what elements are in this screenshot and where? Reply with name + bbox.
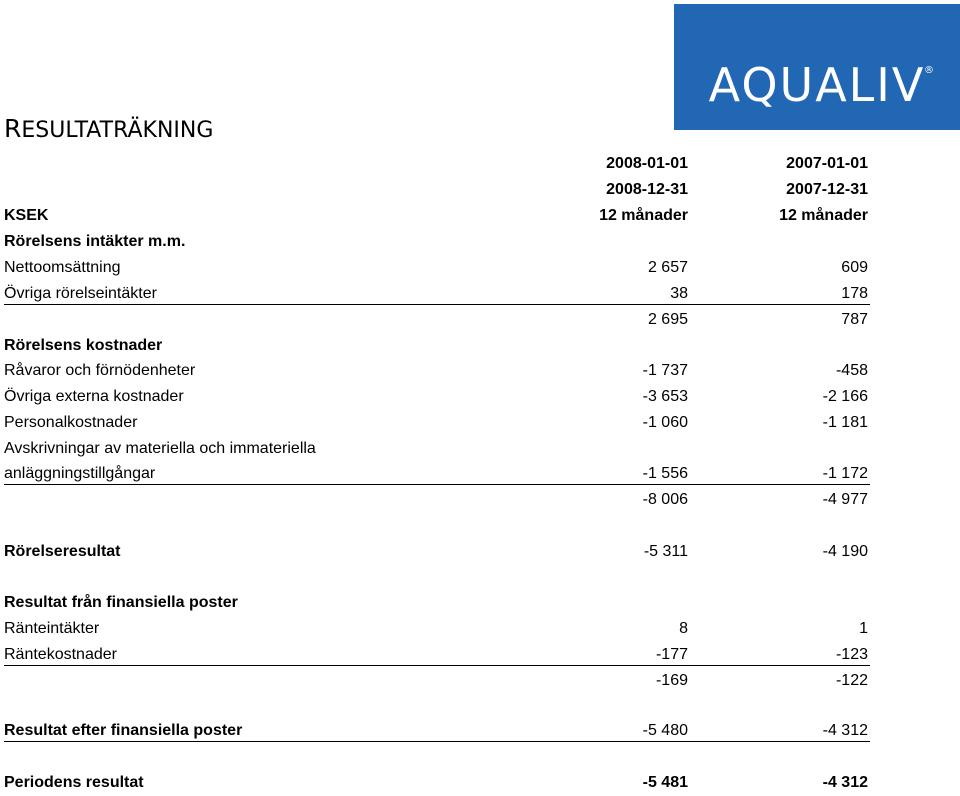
section-costs-heading: Rörelsens kostnader: [4, 337, 163, 354]
depreciation-label-line1: Avskrivningar av materiella och immateriella: [4, 440, 316, 457]
raw-materials-2008: -1 737: [642, 362, 688, 379]
page-title: [4, 114, 213, 146]
other-external-label: Övriga externa kostnader: [4, 388, 184, 405]
interest-income-label: Ränteintäkter: [4, 620, 100, 637]
raw-materials-label: Råvaror och förnödenheter: [4, 362, 196, 379]
other-external-2008: -3 653: [642, 388, 688, 405]
section-revenue-row: [0, 229, 872, 255]
financial-subtotal-rule: [4, 665, 870, 666]
col1-period: 12 månader: [599, 207, 688, 224]
col2-end-date: 2007-12-31: [786, 181, 868, 198]
depreciation-2007: -1 172: [822, 465, 868, 482]
interest-income-row: [0, 616, 872, 642]
section-financial-row: [0, 590, 872, 616]
interest-expense-2008: -177: [655, 646, 688, 663]
costs-total-2008: -8 006: [642, 491, 688, 508]
depreciation-label-line2: anläggningstillgångar: [4, 465, 156, 482]
result-after-financial-rule: [4, 741, 870, 742]
other-external-row: [0, 384, 872, 410]
net-sales-label: Nettoomsättning: [4, 259, 121, 276]
result-after-financial-2008: -5 480: [642, 722, 688, 739]
period-result-row: [0, 770, 872, 796]
logo-wordmark: AQUALIV: [708, 58, 926, 112]
interest-expense-label: Räntekostnader: [4, 646, 117, 663]
other-income-2008: 38: [670, 285, 688, 302]
raw-materials-2007: -458: [835, 362, 868, 379]
header-period-row: [0, 203, 872, 229]
financial-total-2008: -169: [655, 672, 688, 689]
revenue-total-row: [0, 307, 872, 333]
col2-period: 12 månader: [779, 207, 868, 224]
period-result-2007: -4 312: [822, 774, 868, 791]
interest-income-2008: 8: [679, 620, 688, 637]
other-income-label: Övriga rörelseintäkter: [4, 285, 157, 302]
costs-total-2007: -4 977: [822, 491, 868, 508]
other-external-2007: -2 166: [822, 388, 868, 405]
title-rest: ESULTATRÄKNING: [21, 118, 214, 143]
aqualiv-logo: [674, 4, 960, 130]
interest-expense-2007: -123: [835, 646, 868, 663]
operating-result-2007: -4 190: [822, 543, 868, 560]
period-result-2008: -5 481: [642, 774, 688, 791]
title-initial: R: [4, 114, 22, 143]
interest-income-2007: 1: [859, 620, 868, 637]
operating-result-2008: -5 311: [643, 543, 688, 560]
result-after-financial-2007: -4 312: [822, 722, 868, 739]
personnel-2008: -1 060: [642, 414, 688, 431]
other-income-2007: 178: [841, 285, 868, 302]
depreciation-label-row: [0, 436, 872, 462]
section-financial-heading: Resultat från finansiella poster: [4, 594, 238, 611]
col1-end-date: 2008-12-31: [606, 181, 688, 198]
revenue-subtotal-rule: [4, 304, 870, 305]
header-end-row: [0, 177, 872, 203]
result-after-financial-label: Resultat efter finansiella poster: [4, 722, 243, 739]
col1-start-date: 2008-01-01: [606, 155, 688, 172]
revenue-total-2007: 787: [841, 311, 868, 328]
personnel-2007: -1 181: [822, 414, 868, 431]
revenue-total-2008: 2 695: [647, 311, 688, 328]
personnel-label: Personalkostnader: [4, 414, 138, 431]
section-revenue-heading: Rörelsens intäkter m.m.: [4, 233, 186, 250]
header-start-row: [0, 151, 872, 177]
financial-total-row: [0, 668, 872, 694]
unit-label: KSEK: [4, 207, 49, 224]
net-sales-2008: 2 657: [647, 259, 688, 276]
period-result-label: Periodens resultat: [4, 774, 144, 791]
registered-mark: ®: [924, 65, 934, 76]
personnel-row: [0, 410, 872, 436]
costs-total-row: [0, 487, 872, 513]
financial-total-2007: -122: [835, 672, 868, 689]
net-sales-row: [0, 255, 872, 281]
section-costs-row: [0, 333, 872, 359]
col2-start-date: 2007-01-01: [786, 155, 868, 172]
costs-subtotal-rule: [4, 484, 870, 485]
operating-result-label: Rörelseresultat: [4, 543, 121, 560]
net-sales-2007: 609: [841, 259, 868, 276]
depreciation-2008: -1 556: [642, 465, 688, 482]
operating-result-row: [0, 539, 872, 565]
raw-materials-row: [0, 358, 872, 384]
